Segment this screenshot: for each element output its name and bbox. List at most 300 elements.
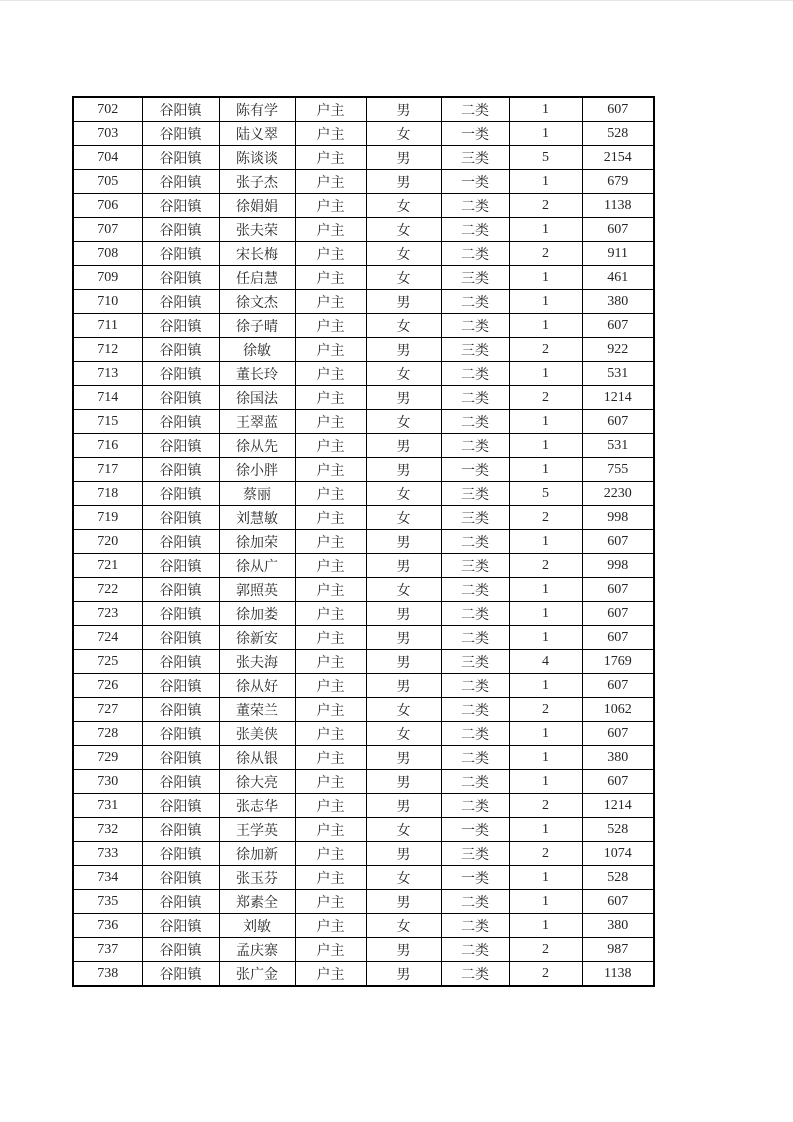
- cell-person-count: 2: [509, 338, 582, 362]
- cell-gender: 男: [366, 386, 441, 410]
- cell-town: 谷阳镇: [142, 602, 219, 626]
- cell-serial-number: 710: [73, 290, 142, 314]
- table-row: [73, 578, 654, 602]
- cell-amount: 755: [582, 458, 654, 482]
- cell-gender: 男: [366, 794, 441, 818]
- cell-gender: 女: [366, 242, 441, 266]
- cell-person-count: 1: [509, 434, 582, 458]
- cell-serial-number: 733: [73, 842, 142, 866]
- cell-name: 蔡丽: [219, 482, 295, 506]
- cell-category: 三类: [441, 842, 509, 866]
- cell-serial-number: 724: [73, 626, 142, 650]
- cell-amount: 607: [582, 410, 654, 434]
- cell-town: 谷阳镇: [142, 386, 219, 410]
- cell-town: 谷阳镇: [142, 674, 219, 698]
- cell-amount: 998: [582, 554, 654, 578]
- cell-relation-to-head: 户主: [295, 866, 366, 890]
- cell-person-count: 2: [509, 506, 582, 530]
- cell-town: 谷阳镇: [142, 506, 219, 530]
- cell-amount: 607: [582, 770, 654, 794]
- cell-person-count: 1: [509, 770, 582, 794]
- cell-person-count: 4: [509, 650, 582, 674]
- cell-amount: 380: [582, 290, 654, 314]
- cell-amount: 1214: [582, 794, 654, 818]
- cell-person-count: 1: [509, 410, 582, 434]
- cell-relation-to-head: 户主: [295, 794, 366, 818]
- cell-serial-number: 703: [73, 122, 142, 146]
- cell-gender: 女: [366, 194, 441, 218]
- cell-gender: 男: [366, 146, 441, 170]
- cell-gender: 男: [366, 530, 441, 554]
- table-row: [73, 674, 654, 698]
- cell-category: 三类: [441, 650, 509, 674]
- cell-gender: 男: [366, 97, 441, 122]
- cell-person-count: 2: [509, 842, 582, 866]
- cell-town: 谷阳镇: [142, 890, 219, 914]
- cell-relation-to-head: 户主: [295, 770, 366, 794]
- cell-town: 谷阳镇: [142, 97, 219, 122]
- cell-name: 徐从广: [219, 554, 295, 578]
- cell-gender: 男: [366, 554, 441, 578]
- cell-category: 一类: [441, 122, 509, 146]
- cell-person-count: 1: [509, 674, 582, 698]
- cell-name: 徐从好: [219, 674, 295, 698]
- cell-person-count: 1: [509, 626, 582, 650]
- cell-person-count: 5: [509, 146, 582, 170]
- cell-serial-number: 712: [73, 338, 142, 362]
- cell-person-count: 1: [509, 314, 582, 338]
- cell-name: 徐文杰: [219, 290, 295, 314]
- cell-serial-number: 704: [73, 146, 142, 170]
- cell-name: 张志华: [219, 794, 295, 818]
- cell-category: 二类: [441, 626, 509, 650]
- table-row: [73, 722, 654, 746]
- cell-name: 徐加新: [219, 842, 295, 866]
- cell-name: 徐国法: [219, 386, 295, 410]
- household-subsidy-table: [72, 96, 655, 987]
- cell-town: 谷阳镇: [142, 458, 219, 482]
- cell-serial-number: 728: [73, 722, 142, 746]
- table-row: [73, 218, 654, 242]
- table-row: [73, 290, 654, 314]
- cell-relation-to-head: 户主: [295, 746, 366, 770]
- cell-town: 谷阳镇: [142, 842, 219, 866]
- cell-name: 刘敏: [219, 914, 295, 938]
- cell-gender: 女: [366, 698, 441, 722]
- cell-category: 三类: [441, 554, 509, 578]
- cell-town: 谷阳镇: [142, 746, 219, 770]
- table-row: [73, 146, 654, 170]
- cell-town: 谷阳镇: [142, 578, 219, 602]
- cell-serial-number: 730: [73, 770, 142, 794]
- cell-gender: 男: [366, 650, 441, 674]
- cell-amount: 1062: [582, 698, 654, 722]
- cell-town: 谷阳镇: [142, 266, 219, 290]
- cell-serial-number: 711: [73, 314, 142, 338]
- cell-category: 一类: [441, 818, 509, 842]
- cell-relation-to-head: 户主: [295, 218, 366, 242]
- cell-name: 董长玲: [219, 362, 295, 386]
- cell-town: 谷阳镇: [142, 170, 219, 194]
- cell-name: 徐从先: [219, 434, 295, 458]
- cell-gender: 女: [366, 122, 441, 146]
- cell-serial-number: 729: [73, 746, 142, 770]
- cell-category: 一类: [441, 458, 509, 482]
- cell-town: 谷阳镇: [142, 554, 219, 578]
- cell-amount: 380: [582, 746, 654, 770]
- cell-category: 二类: [441, 242, 509, 266]
- cell-person-count: 2: [509, 194, 582, 218]
- table-row: [73, 362, 654, 386]
- cell-person-count: 2: [509, 386, 582, 410]
- cell-town: 谷阳镇: [142, 770, 219, 794]
- table-row: [73, 194, 654, 218]
- table-row: [73, 866, 654, 890]
- cell-relation-to-head: 户主: [295, 386, 366, 410]
- cell-name: 徐大亮: [219, 770, 295, 794]
- table-row: [73, 746, 654, 770]
- cell-category: 二类: [441, 794, 509, 818]
- cell-category: 三类: [441, 146, 509, 170]
- cell-serial-number: 708: [73, 242, 142, 266]
- table-row: [73, 602, 654, 626]
- cell-amount: 1074: [582, 842, 654, 866]
- cell-category: 二类: [441, 962, 509, 987]
- table-row: [73, 794, 654, 818]
- cell-town: 谷阳镇: [142, 242, 219, 266]
- cell-name: 徐敏: [219, 338, 295, 362]
- cell-category: 二类: [441, 314, 509, 338]
- cell-serial-number: 719: [73, 506, 142, 530]
- table-row: [73, 482, 654, 506]
- cell-name: 王学英: [219, 818, 295, 842]
- cell-town: 谷阳镇: [142, 194, 219, 218]
- cell-serial-number: 717: [73, 458, 142, 482]
- cell-category: 二类: [441, 434, 509, 458]
- cell-person-count: 1: [509, 866, 582, 890]
- cell-serial-number: 707: [73, 218, 142, 242]
- cell-relation-to-head: 户主: [295, 290, 366, 314]
- table-row: [73, 650, 654, 674]
- cell-category: 二类: [441, 602, 509, 626]
- table-row: [73, 506, 654, 530]
- cell-serial-number: 725: [73, 650, 142, 674]
- cell-person-count: 1: [509, 122, 582, 146]
- cell-person-count: 1: [509, 362, 582, 386]
- cell-category: 二类: [441, 698, 509, 722]
- cell-gender: 女: [366, 866, 441, 890]
- cell-relation-to-head: 户主: [295, 314, 366, 338]
- cell-category: 二类: [441, 914, 509, 938]
- cell-amount: 1138: [582, 962, 654, 987]
- cell-name: 张美侠: [219, 722, 295, 746]
- cell-person-count: 2: [509, 794, 582, 818]
- table-row: [73, 962, 654, 987]
- cell-amount: 1769: [582, 650, 654, 674]
- cell-town: 谷阳镇: [142, 530, 219, 554]
- cell-category: 二类: [441, 938, 509, 962]
- cell-amount: 607: [582, 722, 654, 746]
- cell-amount: 607: [582, 674, 654, 698]
- cell-gender: 男: [366, 602, 441, 626]
- table-row: [73, 842, 654, 866]
- cell-serial-number: 723: [73, 602, 142, 626]
- table-body: [73, 97, 654, 986]
- cell-relation-to-head: 户主: [295, 146, 366, 170]
- cell-gender: 女: [366, 914, 441, 938]
- cell-gender: 男: [366, 962, 441, 987]
- table-row: [73, 122, 654, 146]
- cell-amount: 607: [582, 97, 654, 122]
- cell-serial-number: 726: [73, 674, 142, 698]
- cell-person-count: 1: [509, 458, 582, 482]
- cell-relation-to-head: 户主: [295, 410, 366, 434]
- cell-relation-to-head: 户主: [295, 434, 366, 458]
- cell-relation-to-head: 户主: [295, 554, 366, 578]
- cell-category: 二类: [441, 578, 509, 602]
- cell-name: 徐加荣: [219, 530, 295, 554]
- cell-gender: 男: [366, 290, 441, 314]
- cell-serial-number: 709: [73, 266, 142, 290]
- cell-gender: 男: [366, 626, 441, 650]
- cell-relation-to-head: 户主: [295, 530, 366, 554]
- cell-serial-number: 732: [73, 818, 142, 842]
- cell-category: 三类: [441, 338, 509, 362]
- cell-town: 谷阳镇: [142, 722, 219, 746]
- cell-name: 郭照英: [219, 578, 295, 602]
- cell-gender: 男: [366, 770, 441, 794]
- cell-person-count: 1: [509, 602, 582, 626]
- cell-category: 二类: [441, 386, 509, 410]
- cell-serial-number: 736: [73, 914, 142, 938]
- cell-person-count: 1: [509, 818, 582, 842]
- cell-gender: 女: [366, 410, 441, 434]
- cell-amount: 922: [582, 338, 654, 362]
- cell-person-count: 1: [509, 578, 582, 602]
- cell-serial-number: 731: [73, 794, 142, 818]
- cell-name: 王翠蓝: [219, 410, 295, 434]
- cell-name: 陆义翠: [219, 122, 295, 146]
- cell-name: 张玉芬: [219, 866, 295, 890]
- cell-amount: 528: [582, 866, 654, 890]
- cell-amount: 607: [582, 578, 654, 602]
- cell-relation-to-head: 户主: [295, 626, 366, 650]
- cell-name: 董荣兰: [219, 698, 295, 722]
- cell-relation-to-head: 户主: [295, 122, 366, 146]
- cell-relation-to-head: 户主: [295, 842, 366, 866]
- cell-town: 谷阳镇: [142, 338, 219, 362]
- cell-category: 二类: [441, 770, 509, 794]
- cell-town: 谷阳镇: [142, 914, 219, 938]
- table-row: [73, 338, 654, 362]
- cell-category: 二类: [441, 530, 509, 554]
- cell-serial-number: 737: [73, 938, 142, 962]
- cell-name: 孟庆寨: [219, 938, 295, 962]
- cell-amount: 461: [582, 266, 654, 290]
- cell-amount: 528: [582, 818, 654, 842]
- cell-category: 二类: [441, 194, 509, 218]
- cell-serial-number: 738: [73, 962, 142, 987]
- cell-amount: 607: [582, 626, 654, 650]
- cell-person-count: 2: [509, 962, 582, 987]
- cell-amount: 1138: [582, 194, 654, 218]
- cell-gender: 男: [366, 674, 441, 698]
- cell-serial-number: 714: [73, 386, 142, 410]
- cell-amount: 531: [582, 362, 654, 386]
- cell-serial-number: 721: [73, 554, 142, 578]
- cell-gender: 男: [366, 170, 441, 194]
- cell-name: 徐新安: [219, 626, 295, 650]
- cell-gender: 女: [366, 314, 441, 338]
- cell-gender: 女: [366, 266, 441, 290]
- cell-gender: 女: [366, 362, 441, 386]
- cell-category: 二类: [441, 746, 509, 770]
- table-row: [73, 458, 654, 482]
- cell-relation-to-head: 户主: [295, 890, 366, 914]
- cell-serial-number: 727: [73, 698, 142, 722]
- cell-relation-to-head: 户主: [295, 170, 366, 194]
- cell-town: 谷阳镇: [142, 866, 219, 890]
- cell-relation-to-head: 户主: [295, 674, 366, 698]
- cell-town: 谷阳镇: [142, 650, 219, 674]
- table-row: [73, 530, 654, 554]
- cell-person-count: 1: [509, 722, 582, 746]
- cell-category: 三类: [441, 266, 509, 290]
- cell-town: 谷阳镇: [142, 626, 219, 650]
- cell-amount: 2230: [582, 482, 654, 506]
- cell-person-count: 1: [509, 266, 582, 290]
- cell-serial-number: 735: [73, 890, 142, 914]
- cell-name: 任启慧: [219, 266, 295, 290]
- cell-relation-to-head: 户主: [295, 698, 366, 722]
- cell-person-count: 1: [509, 890, 582, 914]
- cell-person-count: 1: [509, 97, 582, 122]
- cell-relation-to-head: 户主: [295, 482, 366, 506]
- cell-name: 郑素全: [219, 890, 295, 914]
- cell-name: 徐加娄: [219, 602, 295, 626]
- cell-amount: 531: [582, 434, 654, 458]
- cell-amount: 911: [582, 242, 654, 266]
- cell-amount: 380: [582, 914, 654, 938]
- cell-relation-to-head: 户主: [295, 242, 366, 266]
- cell-relation-to-head: 户主: [295, 914, 366, 938]
- cell-name: 宋长梅: [219, 242, 295, 266]
- cell-amount: 528: [582, 122, 654, 146]
- cell-person-count: 1: [509, 170, 582, 194]
- cell-amount: 679: [582, 170, 654, 194]
- cell-relation-to-head: 户主: [295, 602, 366, 626]
- cell-gender: 男: [366, 746, 441, 770]
- cell-name: 陈谈谈: [219, 146, 295, 170]
- cell-town: 谷阳镇: [142, 794, 219, 818]
- table-row: [73, 97, 654, 122]
- cell-relation-to-head: 户主: [295, 194, 366, 218]
- cell-person-count: 1: [509, 218, 582, 242]
- cell-person-count: 2: [509, 554, 582, 578]
- cell-amount: 607: [582, 602, 654, 626]
- table-row: [73, 266, 654, 290]
- table-row: [73, 314, 654, 338]
- cell-category: 二类: [441, 362, 509, 386]
- cell-town: 谷阳镇: [142, 434, 219, 458]
- cell-category: 三类: [441, 482, 509, 506]
- table-row: [73, 914, 654, 938]
- cell-gender: 男: [366, 434, 441, 458]
- cell-gender: 女: [366, 818, 441, 842]
- table-row: [73, 770, 654, 794]
- cell-serial-number: 716: [73, 434, 142, 458]
- cell-town: 谷阳镇: [142, 410, 219, 434]
- cell-person-count: 2: [509, 698, 582, 722]
- cell-person-count: 1: [509, 914, 582, 938]
- cell-gender: 男: [366, 938, 441, 962]
- cell-name: 徐从银: [219, 746, 295, 770]
- cell-name: 徐小胖: [219, 458, 295, 482]
- cell-name: 陈有学: [219, 97, 295, 122]
- cell-serial-number: 713: [73, 362, 142, 386]
- table-row: [73, 386, 654, 410]
- cell-category: 一类: [441, 170, 509, 194]
- cell-relation-to-head: 户主: [295, 362, 366, 386]
- cell-person-count: 1: [509, 290, 582, 314]
- table-row: [73, 938, 654, 962]
- cell-town: 谷阳镇: [142, 818, 219, 842]
- cell-amount: 607: [582, 218, 654, 242]
- cell-category: 一类: [441, 866, 509, 890]
- cell-name: 张夫海: [219, 650, 295, 674]
- cell-town: 谷阳镇: [142, 362, 219, 386]
- cell-gender: 女: [366, 218, 441, 242]
- cell-relation-to-head: 户主: [295, 266, 366, 290]
- cell-person-count: 2: [509, 938, 582, 962]
- cell-relation-to-head: 户主: [295, 506, 366, 530]
- cell-relation-to-head: 户主: [295, 938, 366, 962]
- cell-serial-number: 715: [73, 410, 142, 434]
- cell-amount: 607: [582, 890, 654, 914]
- cell-relation-to-head: 户主: [295, 650, 366, 674]
- cell-amount: 607: [582, 314, 654, 338]
- cell-amount: 1214: [582, 386, 654, 410]
- cell-gender: 女: [366, 506, 441, 530]
- cell-name: 刘慧敏: [219, 506, 295, 530]
- cell-category: 二类: [441, 218, 509, 242]
- cell-gender: 女: [366, 578, 441, 602]
- cell-person-count: 1: [509, 746, 582, 770]
- cell-name: 徐娟娟: [219, 194, 295, 218]
- cell-name: 徐子晴: [219, 314, 295, 338]
- cell-relation-to-head: 户主: [295, 722, 366, 746]
- table-row: [73, 410, 654, 434]
- cell-category: 二类: [441, 97, 509, 122]
- table-row: [73, 890, 654, 914]
- cell-town: 谷阳镇: [142, 314, 219, 338]
- cell-town: 谷阳镇: [142, 698, 219, 722]
- cell-town: 谷阳镇: [142, 146, 219, 170]
- cell-name: 张夫荣: [219, 218, 295, 242]
- cell-gender: 女: [366, 482, 441, 506]
- cell-person-count: 2: [509, 242, 582, 266]
- cell-relation-to-head: 户主: [295, 962, 366, 987]
- cell-relation-to-head: 户主: [295, 818, 366, 842]
- cell-category: 二类: [441, 290, 509, 314]
- cell-serial-number: 720: [73, 530, 142, 554]
- cell-gender: 男: [366, 338, 441, 362]
- cell-category: 二类: [441, 890, 509, 914]
- cell-relation-to-head: 户主: [295, 338, 366, 362]
- cell-gender: 男: [366, 890, 441, 914]
- cell-category: 二类: [441, 674, 509, 698]
- table-row: [73, 818, 654, 842]
